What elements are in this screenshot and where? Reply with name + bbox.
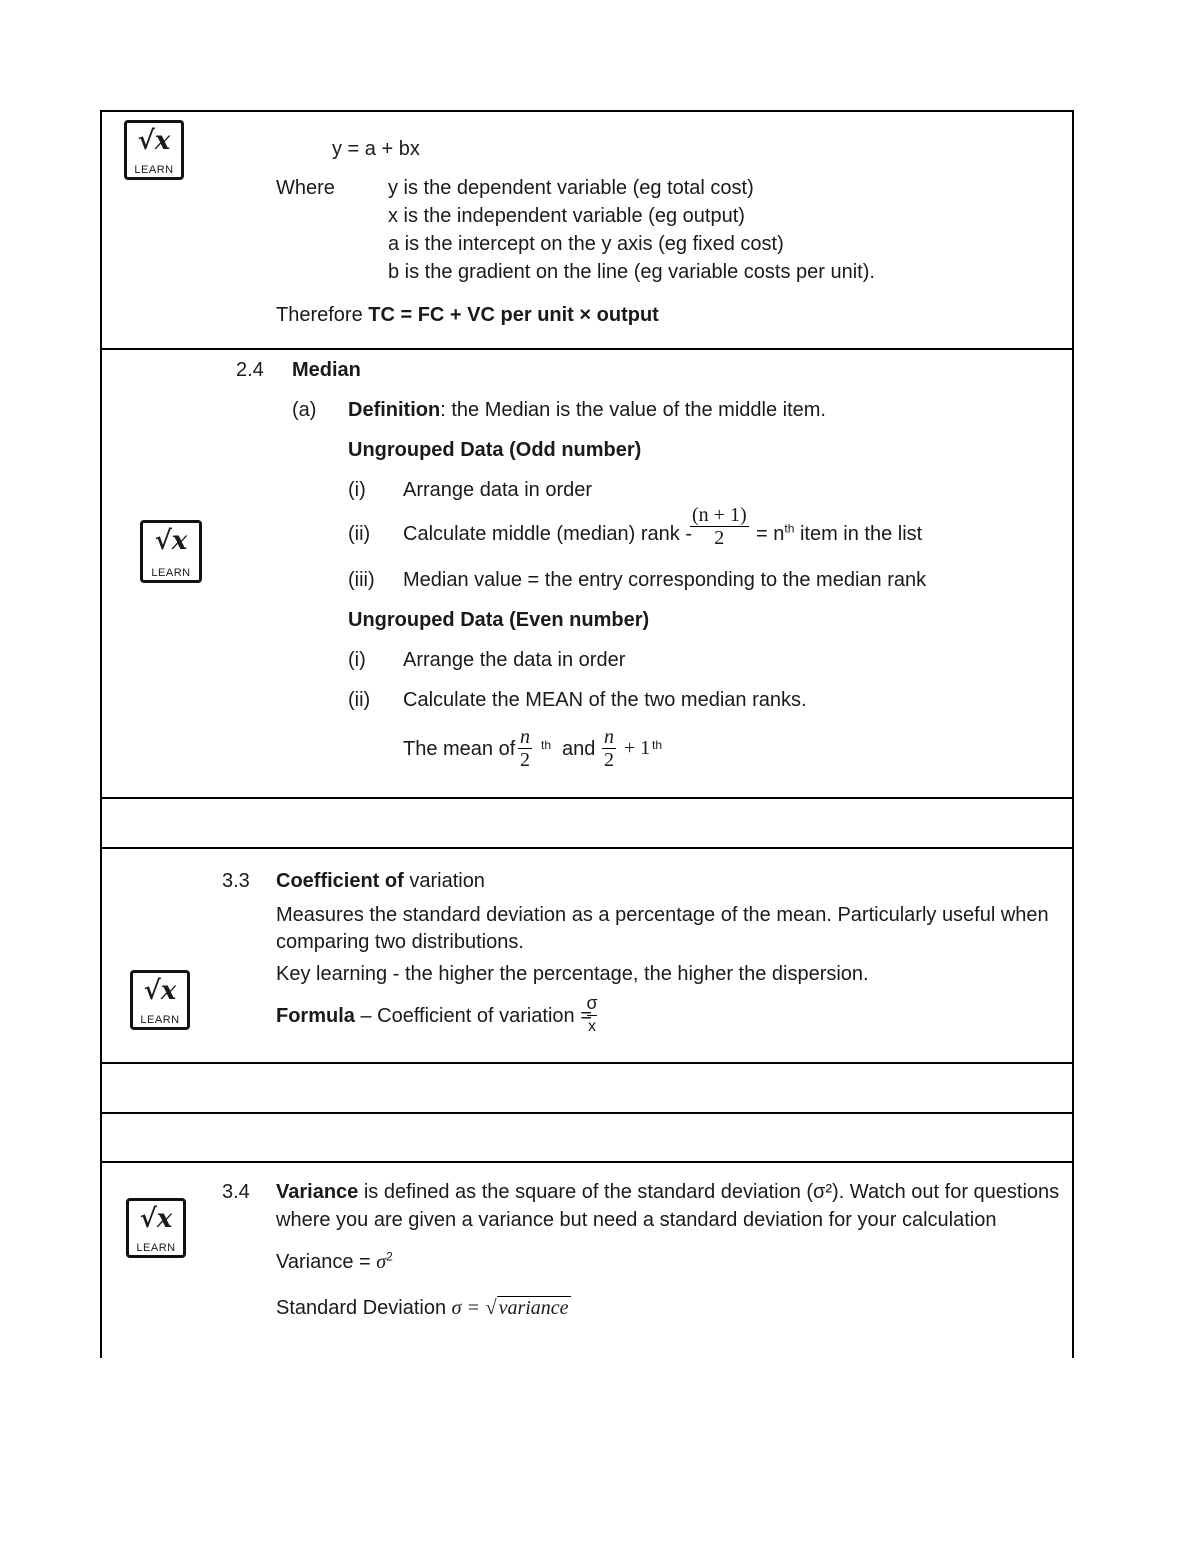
section-title: Coefficient of variation xyxy=(276,870,485,892)
learn-icon: √x LEARN xyxy=(124,120,184,180)
definition-line: a is the intercept on the y axis (eg fixed cost) xyxy=(388,233,784,255)
paragraph-line: Variance is defined as the square of the standard deviation (σ²). Watch out for questions xyxy=(276,1181,1060,1203)
paragraph-line: Measures the standard deviation as a percentage of the mean. Particularly useful when xyxy=(276,904,1049,926)
section-number: 3.3 xyxy=(222,870,250,892)
item-label: (i) xyxy=(348,479,366,501)
section-title: Median xyxy=(292,359,361,381)
item-label: (iii) xyxy=(348,569,375,591)
rank-tail: = $n^{th}$ item in the list xyxy=(756,521,923,545)
definition-line: y is the dependent variable (eg total cost) xyxy=(388,177,754,199)
step-text: Median value = the entry corresponding to the median rank xyxy=(403,569,927,591)
item-label: (i) xyxy=(348,649,366,671)
median-rank-fraction: $\frac{(n + 1)}{2}$ xyxy=(692,504,747,549)
sqrt-x-icon: √x xyxy=(137,126,171,156)
cv-formula: Formula – Coefficient of variation = xyxy=(276,1005,592,1027)
row-divider xyxy=(100,1062,1072,1064)
subheading-odd: Ungrouped Data (Odd number) xyxy=(348,439,642,461)
row-divider xyxy=(100,348,1072,350)
plus-one: + 1 xyxy=(624,737,651,759)
paragraph-line: where you are given a variance but need a standard deviation for your calculation xyxy=(276,1209,997,1231)
th-suffix: th xyxy=(541,738,552,752)
sqrt-x-icon: √x xyxy=(139,1204,173,1234)
learn-icon: √x LEARN xyxy=(126,1198,186,1258)
step-text: Arrange data in order xyxy=(403,479,593,501)
where-label: Where xyxy=(276,177,335,199)
n-over-2-fraction: $\frac{n}{2}$ xyxy=(520,726,530,771)
step-text: Calculate middle (median) rank - xyxy=(403,523,693,545)
and-word: and xyxy=(562,738,596,760)
item-label: (ii) xyxy=(348,689,371,711)
row-divider xyxy=(100,847,1072,849)
definition-line: x is the independent variable (eg output) xyxy=(388,205,745,227)
section-number: 2.4 xyxy=(236,359,264,381)
step-text: Calculate the MEAN of the two median ranks. xyxy=(403,689,807,711)
row-divider xyxy=(100,1112,1072,1114)
key-learning: Key learning - the higher the percentage, the higher the dispersion. xyxy=(276,963,869,985)
item-label: (ii) xyxy=(348,523,371,545)
item-label: (a) xyxy=(292,399,317,421)
learn-icon: √x LEARN xyxy=(140,520,202,583)
paragraph-line: comparing two distributions. xyxy=(276,931,524,953)
notes-frame xyxy=(100,110,1074,1358)
therefore-line: Therefore TC = FC + VC per unit × output xyxy=(276,304,659,326)
learn-icon: √x LEARN xyxy=(130,970,190,1030)
subheading-even: Ungrouped Data (Even number) xyxy=(348,609,650,631)
section-number: 3.4 xyxy=(222,1181,250,1203)
mean-prefix: The mean of xyxy=(403,738,516,760)
variance-formula: Variance = $\sigma^2$ xyxy=(276,1249,393,1273)
row-divider xyxy=(100,797,1072,799)
n-over-2-fraction: $\frac{n}{2}$ xyxy=(604,726,614,771)
sqrt-x-icon: √x xyxy=(154,526,188,556)
sd-formula: Standard Deviation σ = √ variance xyxy=(276,1297,569,1319)
sigma-over-xbar: σ x xyxy=(586,993,598,1035)
median-definition: Definition: the Median is the value of the middle item. xyxy=(348,399,826,421)
th-suffix: th xyxy=(652,738,663,752)
sqrt-x-icon: √x xyxy=(143,976,177,1006)
step-text: Arrange the data in order xyxy=(403,649,626,671)
definition-line: b is the gradient on the line (eg variable costs per unit). xyxy=(388,261,875,283)
row-divider xyxy=(100,1161,1072,1163)
linear-equation: y = a + bx xyxy=(332,138,420,160)
